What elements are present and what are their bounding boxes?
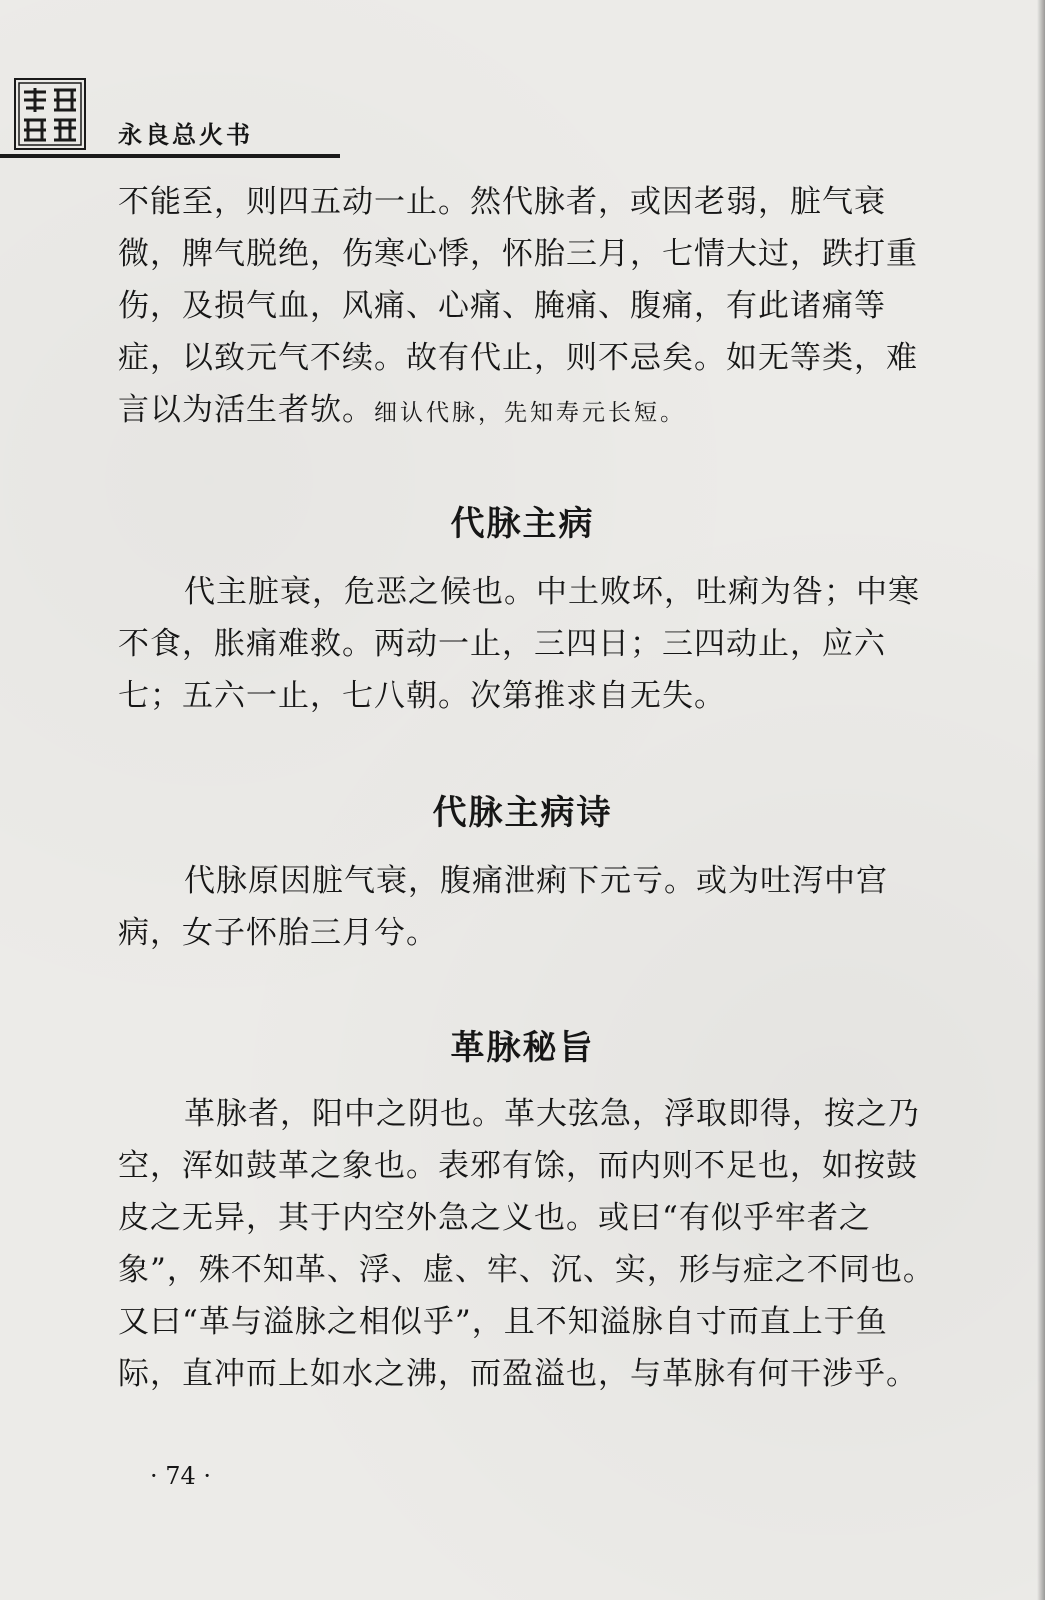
header-rule (0, 154, 340, 158)
gemai-mizhi-paragraph: 革脉者，阳中之阴也。革大弦急，浮取即得，按之乃空，浑如鼓革之象也。表邪有馀，而内则不足也，如按鼓皮之无异，其于内空外急之义也。或曰“有似乎牢者之象”，殊不知革、浮、虚、牢、沉、实，形与症之不同也。又曰“革与溢脉之相似乎”，且不知溢脉自寸而直上于鱼际，直冲而上如水之沸，而盈溢也，与革脉有何干涉乎。 (118, 1096, 935, 1392)
intro-note: 细认代脉，先知寿元长短。 (374, 400, 686, 426)
intro-paragraph (118, 176, 934, 439)
intro-text: 不能至，则四五动一止。然代脉者，或因老弱，脏气衰微，脾气脱绝，伤寒心悸，怀胎三月，七情大过，跌打重伤，及损气血，风痛、心痛、腌痛、腹痛，有此诸痛等症，以致元气不续。故有代止，则不忌矣。如无等类，难言以为活生者欤。 (118, 184, 918, 428)
heading-daimai-zhubing-shi: 代脉主病诗 (432, 793, 613, 833)
heading-daimai-zhubing: 代脉主病 (450, 504, 595, 544)
page-number: · 74 · (150, 1462, 212, 1490)
daimai-zhubing-shi-poem: 代脉原因脏气衰，腹痛泄痢下元亏。或为吐泻中宫病，女子怀胎三月兮。 (118, 863, 888, 951)
seal-logo-icon (14, 78, 86, 150)
heading-gemai-mizhi: 革脉秘旨 (450, 1028, 595, 1068)
running-header-title: 永良总火书 (118, 121, 253, 149)
daimai-zhubing-paragraph: 代主脏衰，危恶之候也。中土败坏，吐痢为咎；中寒不食，胀痛难救。两动一止，三四日；三四动止，应六七；五六一止，七八朝。次第推求自无失。 (118, 574, 920, 714)
